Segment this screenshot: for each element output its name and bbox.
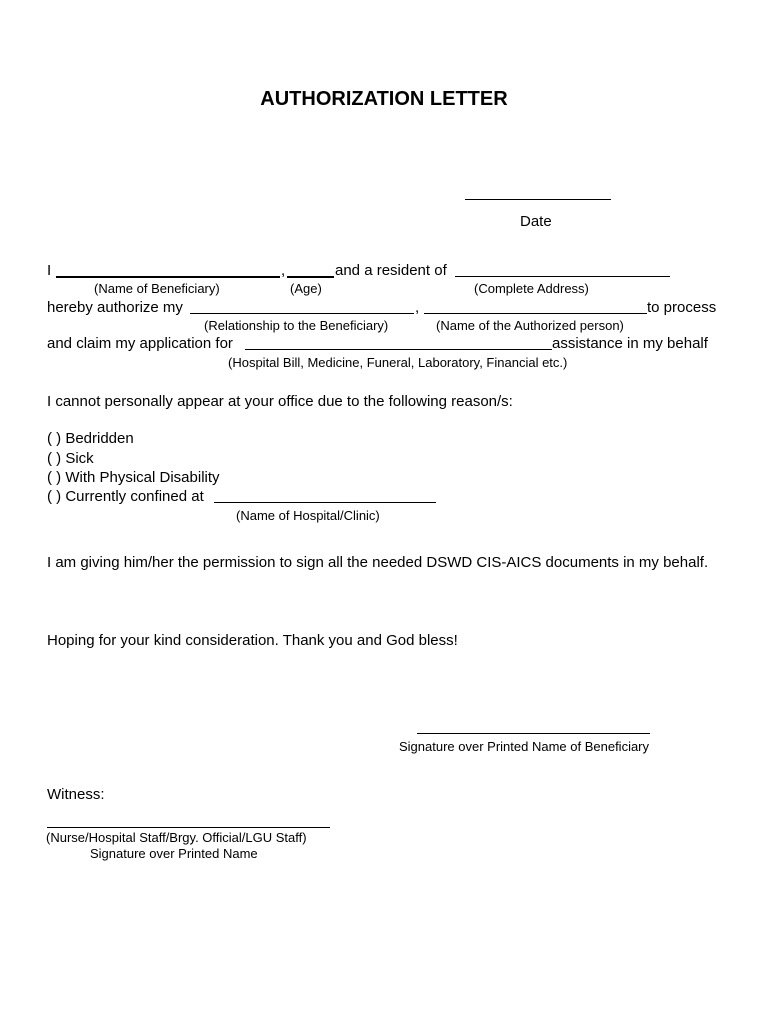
line1-comma: , bbox=[281, 262, 286, 279]
page-title: AUTHORIZATION LETTER bbox=[260, 88, 508, 110]
label-address: (Complete Address) bbox=[474, 281, 589, 296]
witness-role: (Nurse/Hospital Staff/Brgy. Official/LGU Staff) bbox=[46, 830, 307, 845]
assistance-type-line[interactable] bbox=[245, 349, 552, 350]
date-label: Date bbox=[520, 213, 552, 230]
date-line[interactable] bbox=[465, 199, 611, 200]
line3-prefix: and claim my application for bbox=[47, 335, 233, 352]
reason-confined[interactable]: ( ) Currently confined at bbox=[47, 488, 204, 505]
reason-physical-disability[interactable]: ( ) With Physical Disability bbox=[47, 469, 220, 486]
beneficiary-signature-label: Signature over Printed Name of Beneficiary bbox=[399, 739, 650, 754]
beneficiary-name-line[interactable] bbox=[56, 276, 280, 278]
line1-mid: and a resident of bbox=[335, 262, 447, 279]
hospital-name-line[interactable] bbox=[214, 502, 436, 503]
label-authorized: (Name of the Authorized person) bbox=[436, 318, 624, 333]
line1-prefix: I bbox=[47, 262, 52, 279]
label-beneficiary: (Name of Beneficiary) bbox=[94, 281, 220, 296]
line2-suffix: to process bbox=[647, 299, 717, 316]
witness-label: Witness: bbox=[47, 786, 105, 803]
witness-signature-line[interactable] bbox=[47, 827, 330, 828]
label-hospital: (Name of Hospital/Clinic) bbox=[236, 508, 380, 523]
label-relationship: (Relationship to the Beneficiary) bbox=[204, 318, 389, 333]
beneficiary-signature-line[interactable] bbox=[417, 733, 650, 734]
witness-signature-label: Signature over Printed Name bbox=[90, 846, 258, 861]
line2-prefix: hereby authorize my bbox=[47, 299, 183, 316]
reasons-intro: I cannot personally appear at your office due to the following reason/s: bbox=[47, 393, 513, 410]
address-line[interactable] bbox=[455, 276, 670, 277]
reason-sick[interactable]: ( ) Sick bbox=[47, 450, 94, 467]
relationship-line[interactable] bbox=[190, 313, 414, 314]
reason-bedridden[interactable]: ( ) Bedridden bbox=[47, 430, 134, 447]
permission-paragraph: I am giving him/her the permission to sign all the needed DSWD CIS-AICS documents in my behalf. bbox=[47, 554, 709, 571]
line2-comma: , bbox=[415, 299, 420, 316]
label-assistance: (Hospital Bill, Medicine, Funeral, Laboratory, Financial etc.) bbox=[228, 355, 568, 370]
line3-suffix: assistance in my behalf bbox=[552, 335, 708, 352]
closing-text: Hoping for your kind consideration. Thank you and God bless! bbox=[47, 632, 458, 649]
label-age: (Age) bbox=[290, 281, 322, 296]
age-line[interactable] bbox=[287, 276, 334, 278]
authorized-person-line[interactable] bbox=[424, 313, 647, 314]
